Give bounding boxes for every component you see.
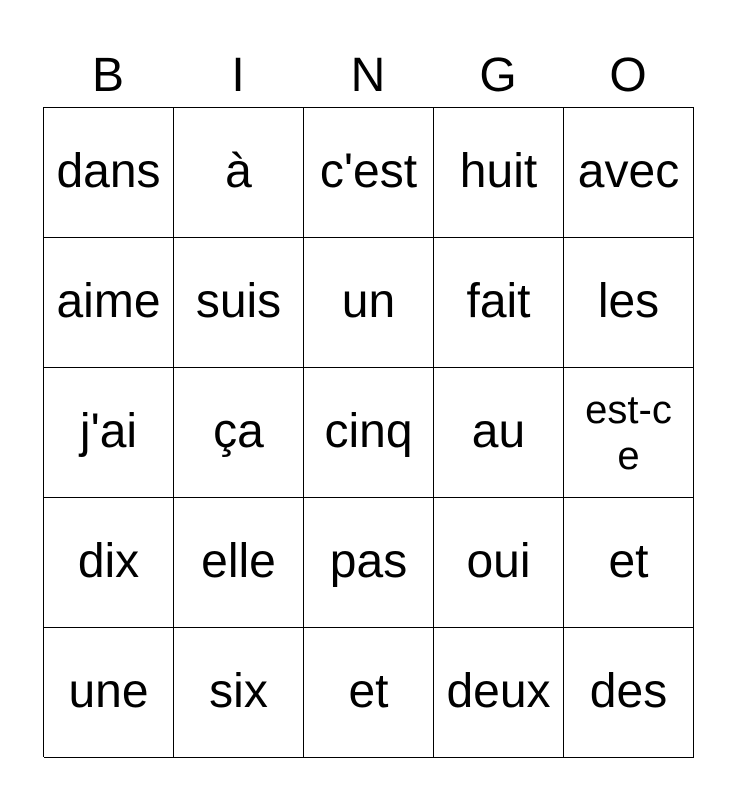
bingo-cell[interactable]: une <box>44 628 174 758</box>
bingo-cell[interactable]: dix <box>44 498 174 628</box>
bingo-cell[interactable]: fait <box>434 238 564 368</box>
bingo-cell[interactable]: huit <box>434 108 564 238</box>
bingo-cell[interactable]: est-ce <box>564 368 694 498</box>
bingo-cell[interactable]: c'est <box>304 108 434 238</box>
bingo-cell[interactable]: deux <box>434 628 564 758</box>
bingo-cell[interactable]: au <box>434 368 564 498</box>
bingo-cell[interactable]: dans <box>44 108 174 238</box>
header-letter-g: G <box>479 49 517 102</box>
bingo-cell[interactable]: à <box>174 108 304 238</box>
bingo-header <box>43 46 693 106</box>
header-letter-n: N <box>350 49 386 102</box>
bingo-cell[interactable]: avec <box>564 108 694 238</box>
bingo-cell[interactable]: un <box>304 238 434 368</box>
bingo-cell[interactable]: ça <box>174 368 304 498</box>
bingo-cell[interactable]: cinq <box>304 368 434 498</box>
bingo-cell[interactable]: suis <box>174 238 304 368</box>
bingo-cell[interactable]: et <box>304 628 434 758</box>
bingo-board <box>43 107 694 757</box>
bingo-cell[interactable]: six <box>174 628 304 758</box>
bingo-cell[interactable]: j'ai <box>44 368 174 498</box>
bingo-cell[interactable]: oui <box>434 498 564 628</box>
header-letter-i: I <box>231 49 245 102</box>
bingo-cell[interactable]: pas <box>304 498 434 628</box>
bingo-cell[interactable]: et <box>564 498 694 628</box>
bingo-cell[interactable]: des <box>564 628 694 758</box>
header-letter-o: O <box>609 49 647 102</box>
bingo-cell[interactable]: aime <box>44 238 174 368</box>
bingo-cell[interactable]: les <box>564 238 694 368</box>
header-letter-b: B <box>91 49 124 102</box>
bingo-cell[interactable]: elle <box>174 498 304 628</box>
